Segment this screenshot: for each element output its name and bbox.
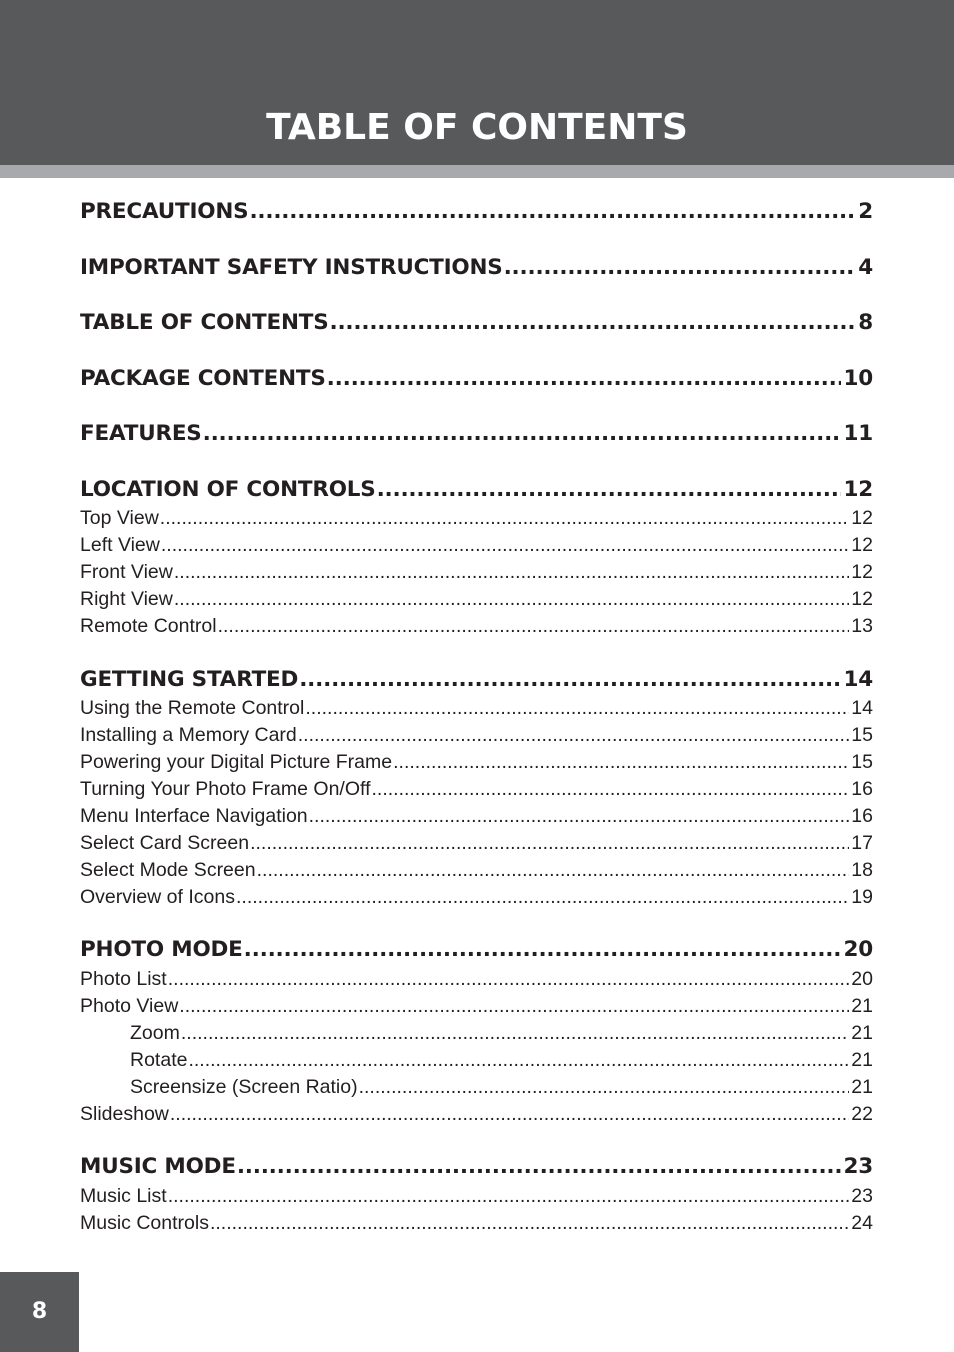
dot-leader xyxy=(305,696,849,720)
dot-leader xyxy=(174,587,849,611)
toc-entry-page: 12 xyxy=(851,588,873,610)
dot-leader xyxy=(203,419,842,449)
toc-entry-label: Screensize (Screen Ratio) xyxy=(130,1076,358,1098)
toc-entry-label: IMPORTANT SAFETY INSTRUCTIONS xyxy=(80,255,503,280)
toc-subentry[interactable] xyxy=(80,1184,873,1208)
toc-entry-label: Zoom xyxy=(130,1022,180,1044)
toc-entry[interactable] xyxy=(80,475,873,505)
page-title: TABLE OF CONTENTS xyxy=(266,107,688,148)
dot-leader xyxy=(160,506,850,530)
toc-entry-label: Slideshow xyxy=(80,1103,169,1125)
toc-entry-page: 17 xyxy=(851,832,873,854)
dot-leader xyxy=(170,1102,849,1126)
toc-entry-label: Right View xyxy=(80,588,173,610)
toc-entry-page: 12 xyxy=(851,561,873,583)
toc-entry-label: MUSIC MODE xyxy=(80,1154,236,1179)
toc-entry-label: Music List xyxy=(80,1185,167,1207)
toc-subentry[interactable] xyxy=(80,750,873,774)
toc-entry-page: 23 xyxy=(851,1185,873,1207)
toc-entry-label: FEATURES xyxy=(80,421,202,446)
dot-leader xyxy=(372,777,850,801)
toc-entry-label: Photo View xyxy=(80,995,179,1017)
toc-subentry[interactable] xyxy=(80,560,873,584)
dot-leader xyxy=(327,364,842,394)
toc-entry-page: 14 xyxy=(851,697,873,719)
table-of-contents xyxy=(80,0,873,1352)
dot-leader xyxy=(393,750,849,774)
toc-subentry-nested[interactable] xyxy=(130,1021,873,1045)
toc-entry-label: LOCATION OF CONTROLS xyxy=(80,477,376,502)
toc-entry-page: 4 xyxy=(858,255,873,280)
toc-entry[interactable] xyxy=(80,364,873,394)
toc-entry-page: 15 xyxy=(851,724,873,746)
toc-entry-label: Menu Interface Navigation xyxy=(80,805,308,827)
toc-entry-label: Rotate xyxy=(130,1049,188,1071)
toc-entry-page: 21 xyxy=(851,1022,873,1044)
toc-entry-page: 10 xyxy=(843,366,873,391)
toc-subentry[interactable] xyxy=(80,777,873,801)
toc-subentry[interactable] xyxy=(80,587,873,611)
toc-entry-page: 23 xyxy=(843,1154,873,1179)
toc-subentry[interactable] xyxy=(80,1102,873,1126)
dot-leader xyxy=(250,831,849,855)
dot-leader xyxy=(168,1184,850,1208)
toc-entry-page: 11 xyxy=(843,421,873,446)
toc-subentry[interactable] xyxy=(80,696,873,720)
toc-entry-page: 21 xyxy=(851,1076,873,1098)
toc-entry-label: PACKAGE CONTENTS xyxy=(80,366,326,391)
toc-entry-page: 19 xyxy=(851,886,873,908)
toc-entry-label: Turning Your Photo Frame On/Off xyxy=(80,778,371,800)
toc-entry[interactable] xyxy=(80,419,873,449)
toc-entry-page: 2 xyxy=(858,199,873,224)
toc-entry-page: 24 xyxy=(851,1212,873,1234)
toc-entry-label: Music Controls xyxy=(80,1212,209,1234)
toc-entry-label: GETTING STARTED xyxy=(80,667,299,692)
dot-leader xyxy=(330,308,857,338)
toc-subentry[interactable] xyxy=(80,831,873,855)
toc-subentry[interactable] xyxy=(80,858,873,882)
toc-entry-label: Powering your Digital Picture Frame xyxy=(80,751,393,773)
toc-entry-page: 15 xyxy=(851,751,873,773)
toc-subentry[interactable] xyxy=(80,723,873,747)
toc-entry-label: PRECAUTIONS xyxy=(80,199,249,224)
dot-leader xyxy=(504,253,857,283)
dot-leader xyxy=(218,614,850,638)
toc-subentry-nested[interactable] xyxy=(130,1075,873,1099)
toc-entry-label: Overview of Icons xyxy=(80,886,235,908)
toc-subentry[interactable] xyxy=(80,533,873,557)
toc-entry-page: 12 xyxy=(843,477,873,502)
dot-leader xyxy=(188,1048,849,1072)
toc-entry[interactable] xyxy=(80,308,873,338)
toc-subentry-nested[interactable] xyxy=(130,1048,873,1072)
toc-entry-label: Top View xyxy=(80,507,159,529)
dot-leader xyxy=(161,533,849,557)
toc-subentry[interactable] xyxy=(80,614,873,638)
toc-entry-label: Remote Control xyxy=(80,615,217,637)
toc-entry-page: 21 xyxy=(851,995,873,1017)
toc-entry-label: PHOTO MODE xyxy=(80,937,243,962)
toc-entry[interactable] xyxy=(80,1152,873,1182)
dot-leader xyxy=(249,197,856,227)
toc-entry-page: 12 xyxy=(851,507,873,529)
toc-entry-label: Select Mode Screen xyxy=(80,859,256,881)
toc-entry[interactable] xyxy=(80,665,873,695)
dot-leader xyxy=(377,475,842,505)
dot-leader xyxy=(359,1075,850,1099)
toc-entry[interactable] xyxy=(80,253,873,283)
page-number: 8 xyxy=(0,1272,79,1352)
toc-subentry[interactable] xyxy=(80,506,873,530)
toc-entry-label: TABLE OF CONTENTS xyxy=(80,310,329,335)
toc-entry-page: 8 xyxy=(858,310,873,335)
toc-entry-label: Select Card Screen xyxy=(80,832,250,854)
toc-entry[interactable] xyxy=(80,197,873,227)
dot-leader xyxy=(257,858,850,882)
toc-entry-page: 14 xyxy=(843,667,873,692)
toc-entry-page: 20 xyxy=(851,968,873,990)
dot-leader xyxy=(236,885,849,909)
dot-leader xyxy=(181,1021,849,1045)
toc-entry-page: 16 xyxy=(851,805,873,827)
dot-leader xyxy=(309,804,850,828)
toc-entry-label: Front View xyxy=(80,561,173,583)
toc-entry-page: 18 xyxy=(851,859,873,881)
toc-entry-label: Installing a Memory Card xyxy=(80,724,297,746)
toc-entry-label: Photo List xyxy=(80,968,167,990)
toc-subentry[interactable] xyxy=(80,804,873,828)
dot-leader xyxy=(179,994,849,1018)
toc-entry-page: 21 xyxy=(851,1049,873,1071)
toc-entry-page: 22 xyxy=(851,1103,873,1125)
toc-entry-page: 20 xyxy=(843,937,873,962)
toc-entry-label: Using the Remote Control xyxy=(80,697,305,719)
dot-leader xyxy=(244,935,842,965)
toc-entry[interactable] xyxy=(80,935,873,965)
toc-entry-label: Left View xyxy=(80,534,160,556)
toc-subentry[interactable] xyxy=(80,994,873,1018)
dot-leader xyxy=(210,1211,849,1235)
dot-leader xyxy=(299,665,841,695)
toc-entry-page: 13 xyxy=(851,615,873,637)
dot-leader xyxy=(298,723,850,747)
toc-subentry[interactable] xyxy=(80,967,873,991)
toc-entry-page: 12 xyxy=(851,534,873,556)
dot-leader xyxy=(168,967,850,991)
toc-entry-page: 16 xyxy=(851,778,873,800)
toc-subentry[interactable] xyxy=(80,1211,873,1235)
dot-leader xyxy=(174,560,849,584)
toc-subentry[interactable] xyxy=(80,885,873,909)
dot-leader xyxy=(237,1152,842,1182)
